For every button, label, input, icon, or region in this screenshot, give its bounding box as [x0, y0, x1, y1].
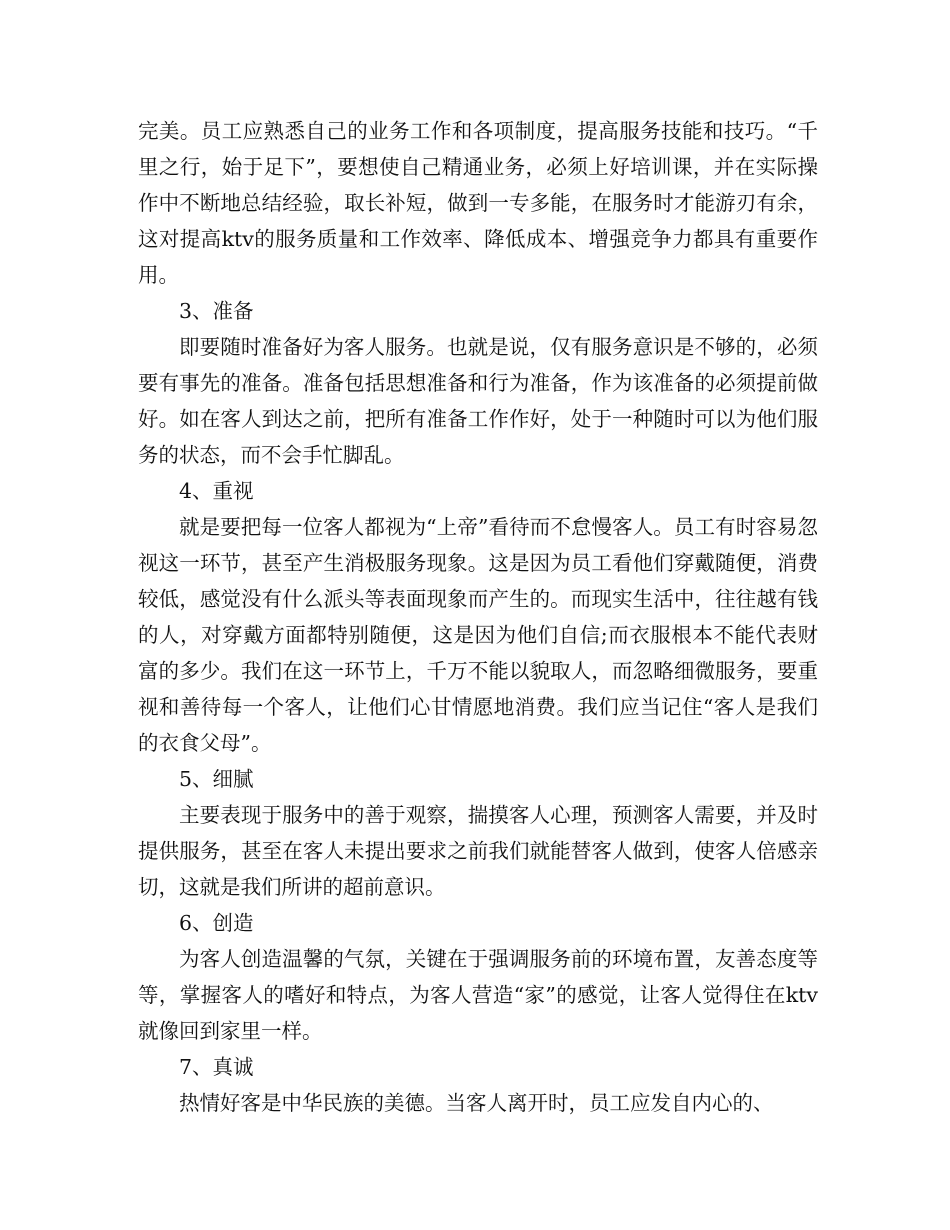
paragraph-creation: 为客人创造温馨的气氛，关键在于强调服务前的环境布置，友善态度等等，掌握客人的嗜好和特点，为客人营造“家”的感觉，让客人觉得住在ktv就像回到家里一样。: [138, 947, 818, 1043]
document-body: [138, 113, 818, 1121]
section-heading-7: 7、真诚: [179, 1055, 254, 1079]
section-heading-3: 3、准备: [179, 299, 254, 323]
section-heading-5: 5、细腻: [179, 767, 254, 791]
paragraph-delicacy: 主要表现于服务中的善于观察，揣摸客人心理，预测客人需要，并及时提供服务，甚至在客人未提出要求之前我们就能替客人做到，使客人倍感亲切，这就是我们所讲的超前意识。: [138, 803, 818, 899]
paragraph-preparation: 即要随时准备好为客人服务。也就是说，仅有服务意识是不够的，必须要有事先的准备。准备包括思想准备和行为准备，作为该准备的必须提前做好。如在客人到达之前，把所有准备工作作好，处于一种随时可以为他们服务的状态，而不会手忙脚乱。: [138, 335, 818, 467]
paragraph-sincerity: 热情好客是中华民族的美德。当客人离开时，员工应发自内心的、: [179, 1091, 774, 1115]
paragraph-intro: 完美。员工应熟悉自己的业务工作和各项制度，提高服务技能和技巧。“千里之行，始于足下”，要想使自己精通业务，必须上好培训课，并在实际操作中不断地总结经验，取长补短，做到一专多能，在服务时才能游刃有余，这对提高ktv的服务质量和工作效率、降低成本、增强竞争力都具有重要作用。: [138, 119, 818, 287]
section-heading-4: 4、重视: [179, 479, 254, 503]
section-heading-6: 6、创造: [179, 911, 254, 935]
paragraph-attention: 就是要把每一位客人都视为“上帝”看待而不怠慢客人。员工有时容易忽视这一环节，甚至产生消极服务现象。这是因为员工看他们穿戴随便，消费较低，感觉没有什么派头等表面现象而产生的。而现实生活中，往往越有钱的人，对穿戴方面都特别随便，这是因为他们自信;而衣服根本不能代表财富的多少。我们在这一环节上，千万不能以貌取人，而忽略细微服务，要重视和善待每一个客人，让他们心甘情愿地消费。我们应当记住“客人是我们的衣食父母”。: [138, 515, 818, 755]
